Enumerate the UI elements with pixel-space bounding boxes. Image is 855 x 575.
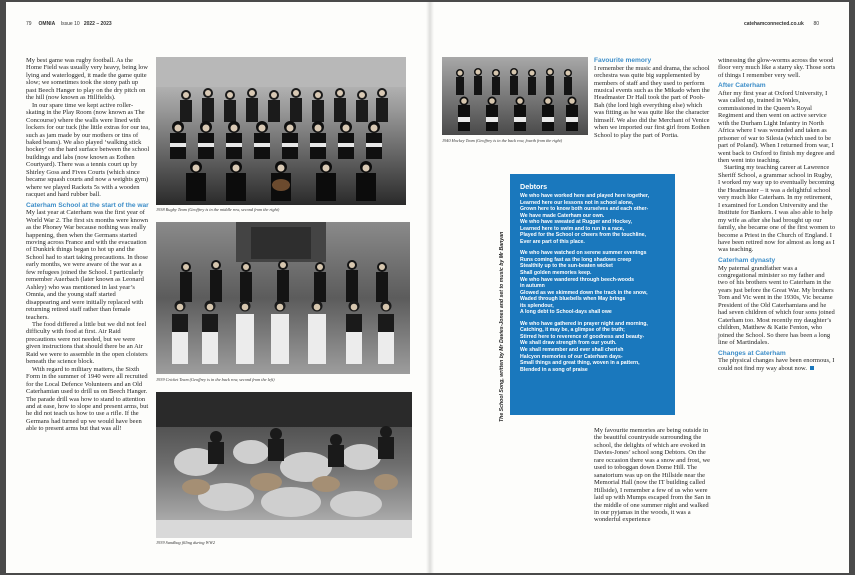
- song-line: We who have watched on serene summer evenings: [520, 250, 647, 257]
- hockey-caption: 1940 Hockey Team (Geoffrey is in the back row, fourth from the right): [442, 138, 563, 143]
- rugby-team-photo: [156, 57, 406, 205]
- song-line: Catching, it may be, a glimpse of the truth;: [520, 327, 625, 334]
- website-label: catehamconnected.co.uk: [744, 21, 804, 27]
- song-line: Grown here to know both ourselves and each other-: [520, 206, 649, 213]
- song-stanza-1: [520, 193, 667, 245]
- section-heading-changes: Changes at Caterham: [718, 349, 786, 357]
- section-heading-war: Caterham School at the start of the war: [26, 201, 149, 209]
- song-line: Waded through bluebells when May brings: [520, 296, 626, 303]
- sandbag-photo: [156, 392, 412, 538]
- school-song-box: [510, 174, 675, 415]
- col4-paragraph-3: Starting my teaching career at Lawrence Sheriff School, a grammar school in Rugby, I worked my way up to eventually becoming the Headmaster – it was a delightful school very much like Caterham. In my retirement, I examined for London University and the Institute for Bankers. I was also able to help my wife as after she had brought up our family, she became one of the first women to become a Priest in the Church of England. I have been retired now for almost as long as I was teaching.: [718, 164, 836, 254]
- magazine-spread: [6, 2, 849, 573]
- song-line: We have made Caterham our own.: [520, 212, 605, 219]
- col1-paragraph-5: With regard to military matters, the Sixth Form in the summer of 1940 were all recruited for the Local Defence Volunteers and an Old Caterhamian used to drill us on Beech Hanger. The parade drill was how to stand to attention and at ease, how to slope and present arms, but he did not teach us how to use a rifle. If the Germans had turned up we would have been able to present arms but that was all!: [26, 365, 149, 433]
- page-gutter: [426, 2, 434, 573]
- right-page-number: 80: [813, 21, 820, 27]
- col4-paragraph-5: [718, 357, 836, 372]
- section-heading-after-caterham: After Caterham: [718, 82, 766, 90]
- sandbag-caption: 1939 Sandbag filling during WW2: [156, 540, 215, 545]
- song-line: Halcyon memories of our Caterham days-: [520, 353, 623, 360]
- song-line: Learned here to swim and to run in a race,: [520, 225, 625, 232]
- song-line: We who have gathered in prayer night and morning,: [520, 320, 648, 327]
- song-line: Played for the School or cheers from the touchline,: [520, 232, 646, 239]
- col1-paragraph-2: In our spare time we kept active roller-skating in the Play Room (now known as The Concourse) where the walls were lined with lockers for our tuck (the little extras for our tea, such as jam made by our mothers or tins of baked beans). We also played ‘walking stick hockey’ on the hard surface between the school buildings and labs (now known as Eothen Courtyard). There was a tennis court up by Shirley Goss and Fives Courts (which since became squash courts and now a weights gym) where we played Rackets 5s with a wooden racquet and hard rubber ball.: [26, 101, 150, 199]
- song-line: its splendour,: [520, 302, 554, 309]
- column-4: [718, 57, 836, 372]
- right-header: [744, 21, 819, 27]
- song-line: We shall draw strength from our youth.: [520, 340, 617, 347]
- col3-paragraph-1: I remember the music and drama, the school orchestra was quite big supplemented by members of staff and they used to perform musical events such as the Mikado when the Headmaster Dr Hall took the part of Pooh-Bah (the lord high everything else) which was fitting as he was quite like the character himself. We also did the Merchant of Venice when we imported our first girl from Eothen School to play the part of Portia.: [594, 64, 710, 139]
- song-line: We shall remember and ever shall cherish: [520, 347, 624, 354]
- left-header: [26, 21, 112, 27]
- song-line: A long debt to School-days shall owe: [520, 309, 612, 316]
- cricket-team-photo: [156, 222, 410, 374]
- col1-paragraph-1: My best game was rugby football. As the Home Field was usually very heavy, being low lying and waterlogged, it made the game quite slow; we sometimes took the stony path up past Beech Hanger to play on the dry pitch on the hill (now known as Hillfields).: [26, 57, 148, 102]
- magazine-name: OMNIA: [38, 21, 56, 27]
- issue-label: Issue 10: [60, 21, 80, 27]
- column-1: [26, 57, 150, 433]
- column-3-top: [594, 57, 714, 139]
- song-line: Glowed as we skimmed down the track in the snow,: [520, 289, 648, 296]
- col4-paragraph-1: witnessing the glow-worms across the wood floor very much like a starry sky. Those sorts of things I remember very well.: [718, 57, 836, 79]
- rugby-caption: 1938 Rugby Team (Geoffrey is in the middle row, second from the right): [156, 207, 280, 212]
- left-page-number: 79: [26, 21, 32, 27]
- col4-paragraph-2: After my first year at Oxford University, I was called up, trained in Wales, commissioned in the Queen’s Royal Regiment and then went on active service with the Durham Light Infantry in North Africa where I was wounded and taken as prisoner of war to Silesia (which used to be part of Poland). When I returned from war, I went back to Oxford to finish my degree and then went into teaching.: [718, 89, 835, 165]
- column-3-bottom: [594, 427, 714, 524]
- col4-paragraph-4: My paternal grandfather was a congregational minister so my father and two of his brothers went to Caterham in the years just before the Great War. My brothers Tom and Vic went in the 1930s, Vic became President of the Old Caterhamians and he had seven children of which four sons joined Caterham too. Most recently my daughter’s children, Matthew & Katie Fenton, who joined the School. So there has been a long line of Martindales.: [718, 264, 835, 347]
- col1-paragraph-4: The food differed a little but we did not feel difficulty with food at first. Air Raid precautions were not needed, but we were given instructions that should there be an Air Raid we were to assemble in the open cloisters beneath the science block.: [26, 321, 148, 366]
- song-line: Blended in a song of praise: [520, 366, 588, 373]
- song-line: We who have worked here and played here together,: [520, 193, 650, 199]
- section-heading-dynasty: Caterham dynasty: [718, 256, 776, 264]
- hockey-team-photo: [442, 57, 588, 135]
- song-line: Learned here our lessons not in school alone,: [520, 199, 634, 206]
- song-line: Stealthily up to the sun-beaten wicket: [520, 263, 613, 270]
- cricket-caption: 1939 Cricket Team (Geoffrey is in the back row, second from the left): [156, 377, 275, 382]
- song-line: Small things and great thing, woven in a pattern,: [520, 360, 640, 367]
- col4-paragraph-5-text: The physical changes have been enormous, I could not find my way about now.: [718, 357, 835, 372]
- col3-paragraph-2: My favourite memories are being outside in the beautiful countryside surrounding the school, the delights of which are evoked in Davies-Jones’ school song Debtors. On the rare occasion there was a snow and frost, we used to toboggan down Dome Hill. The sanatorium was up on the Hillside near the Memorial Hall (now the IT building called Hillside), I remember a few of us who were laid up with Mumps escaped from the San in the middle of one summer night and walked in our pyjamas in the woods, it was a wonderful experience: [594, 427, 711, 524]
- song-line: Runs coming fast as the long shadows creep: [520, 256, 632, 263]
- issue-year: 2022 – 2023: [83, 21, 112, 27]
- article-end-mark: [810, 366, 814, 370]
- song-line: We who have wandered through beech-woods: [520, 276, 635, 283]
- song-line: We who have sweated at Rugger and Hockey,: [520, 219, 632, 226]
- song-vertical-label: The School Song, written by Mr Davies-Jones and set to music by Mr Banyan: [499, 231, 505, 422]
- col1-paragraph-3: My last year at Caterham was the first year of World War 2. The first six months were known as the Phoney War because nothing was really happening, then when the Germans started moving across France and with the evacuation of Dunkirk things began to hot up and the School had to start taking precautions. In those early months, we were aware of the war as a few refugees joined the School. I particularly remember Auerbach (later known as Leonard Ashley) who was mentioned in last year’s Omnia, and the young staff started disappearing and were initially replaced with returning retired staff rather than female teachers.: [26, 209, 149, 321]
- song-line: in autumn: [520, 283, 545, 290]
- song-stanza-3: [520, 321, 667, 373]
- song-title: Debtors: [520, 182, 548, 191]
- song-stanza-2: [520, 250, 667, 315]
- section-heading-favourite-memory: Favourite memory: [594, 57, 652, 64]
- song-line: Ever are part of this place.: [520, 238, 585, 245]
- song-line: Stirred here to reverence of goodness and beauty-: [520, 333, 645, 340]
- song-line: Shall golden memories keep.: [520, 270, 592, 277]
